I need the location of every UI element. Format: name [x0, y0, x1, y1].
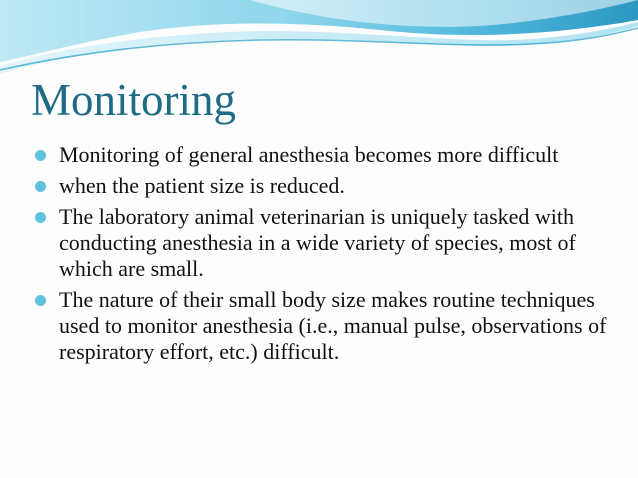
bullet-icon [35, 181, 46, 192]
bullet-text: Monitoring of general anesthesia becomes more difficult [59, 142, 559, 167]
bullet-item [32, 173, 612, 199]
bullet-item [32, 287, 612, 365]
bullet-icon [35, 150, 46, 161]
bullet-text: The laboratory animal veterinarian is uniquely tasked with conducting anesthesia in a wide variety of species, most of which are small. [59, 204, 576, 281]
slide-title: Monitoring [31, 75, 237, 125]
bullet-icon [35, 295, 46, 306]
bullet-list [32, 142, 612, 370]
bullet-item [32, 204, 612, 282]
bullet-text: when the patient size is reduced. [59, 173, 345, 198]
header-wave-decoration [0, 0, 638, 80]
bullet-icon [35, 212, 46, 223]
bullet-text: The nature of their small body size makes routine techniques used to monitor anesthesia (i.e., manual pulse, observations of respiratory effort, etc.) difficult. [59, 287, 607, 364]
bullet-item [32, 142, 612, 168]
